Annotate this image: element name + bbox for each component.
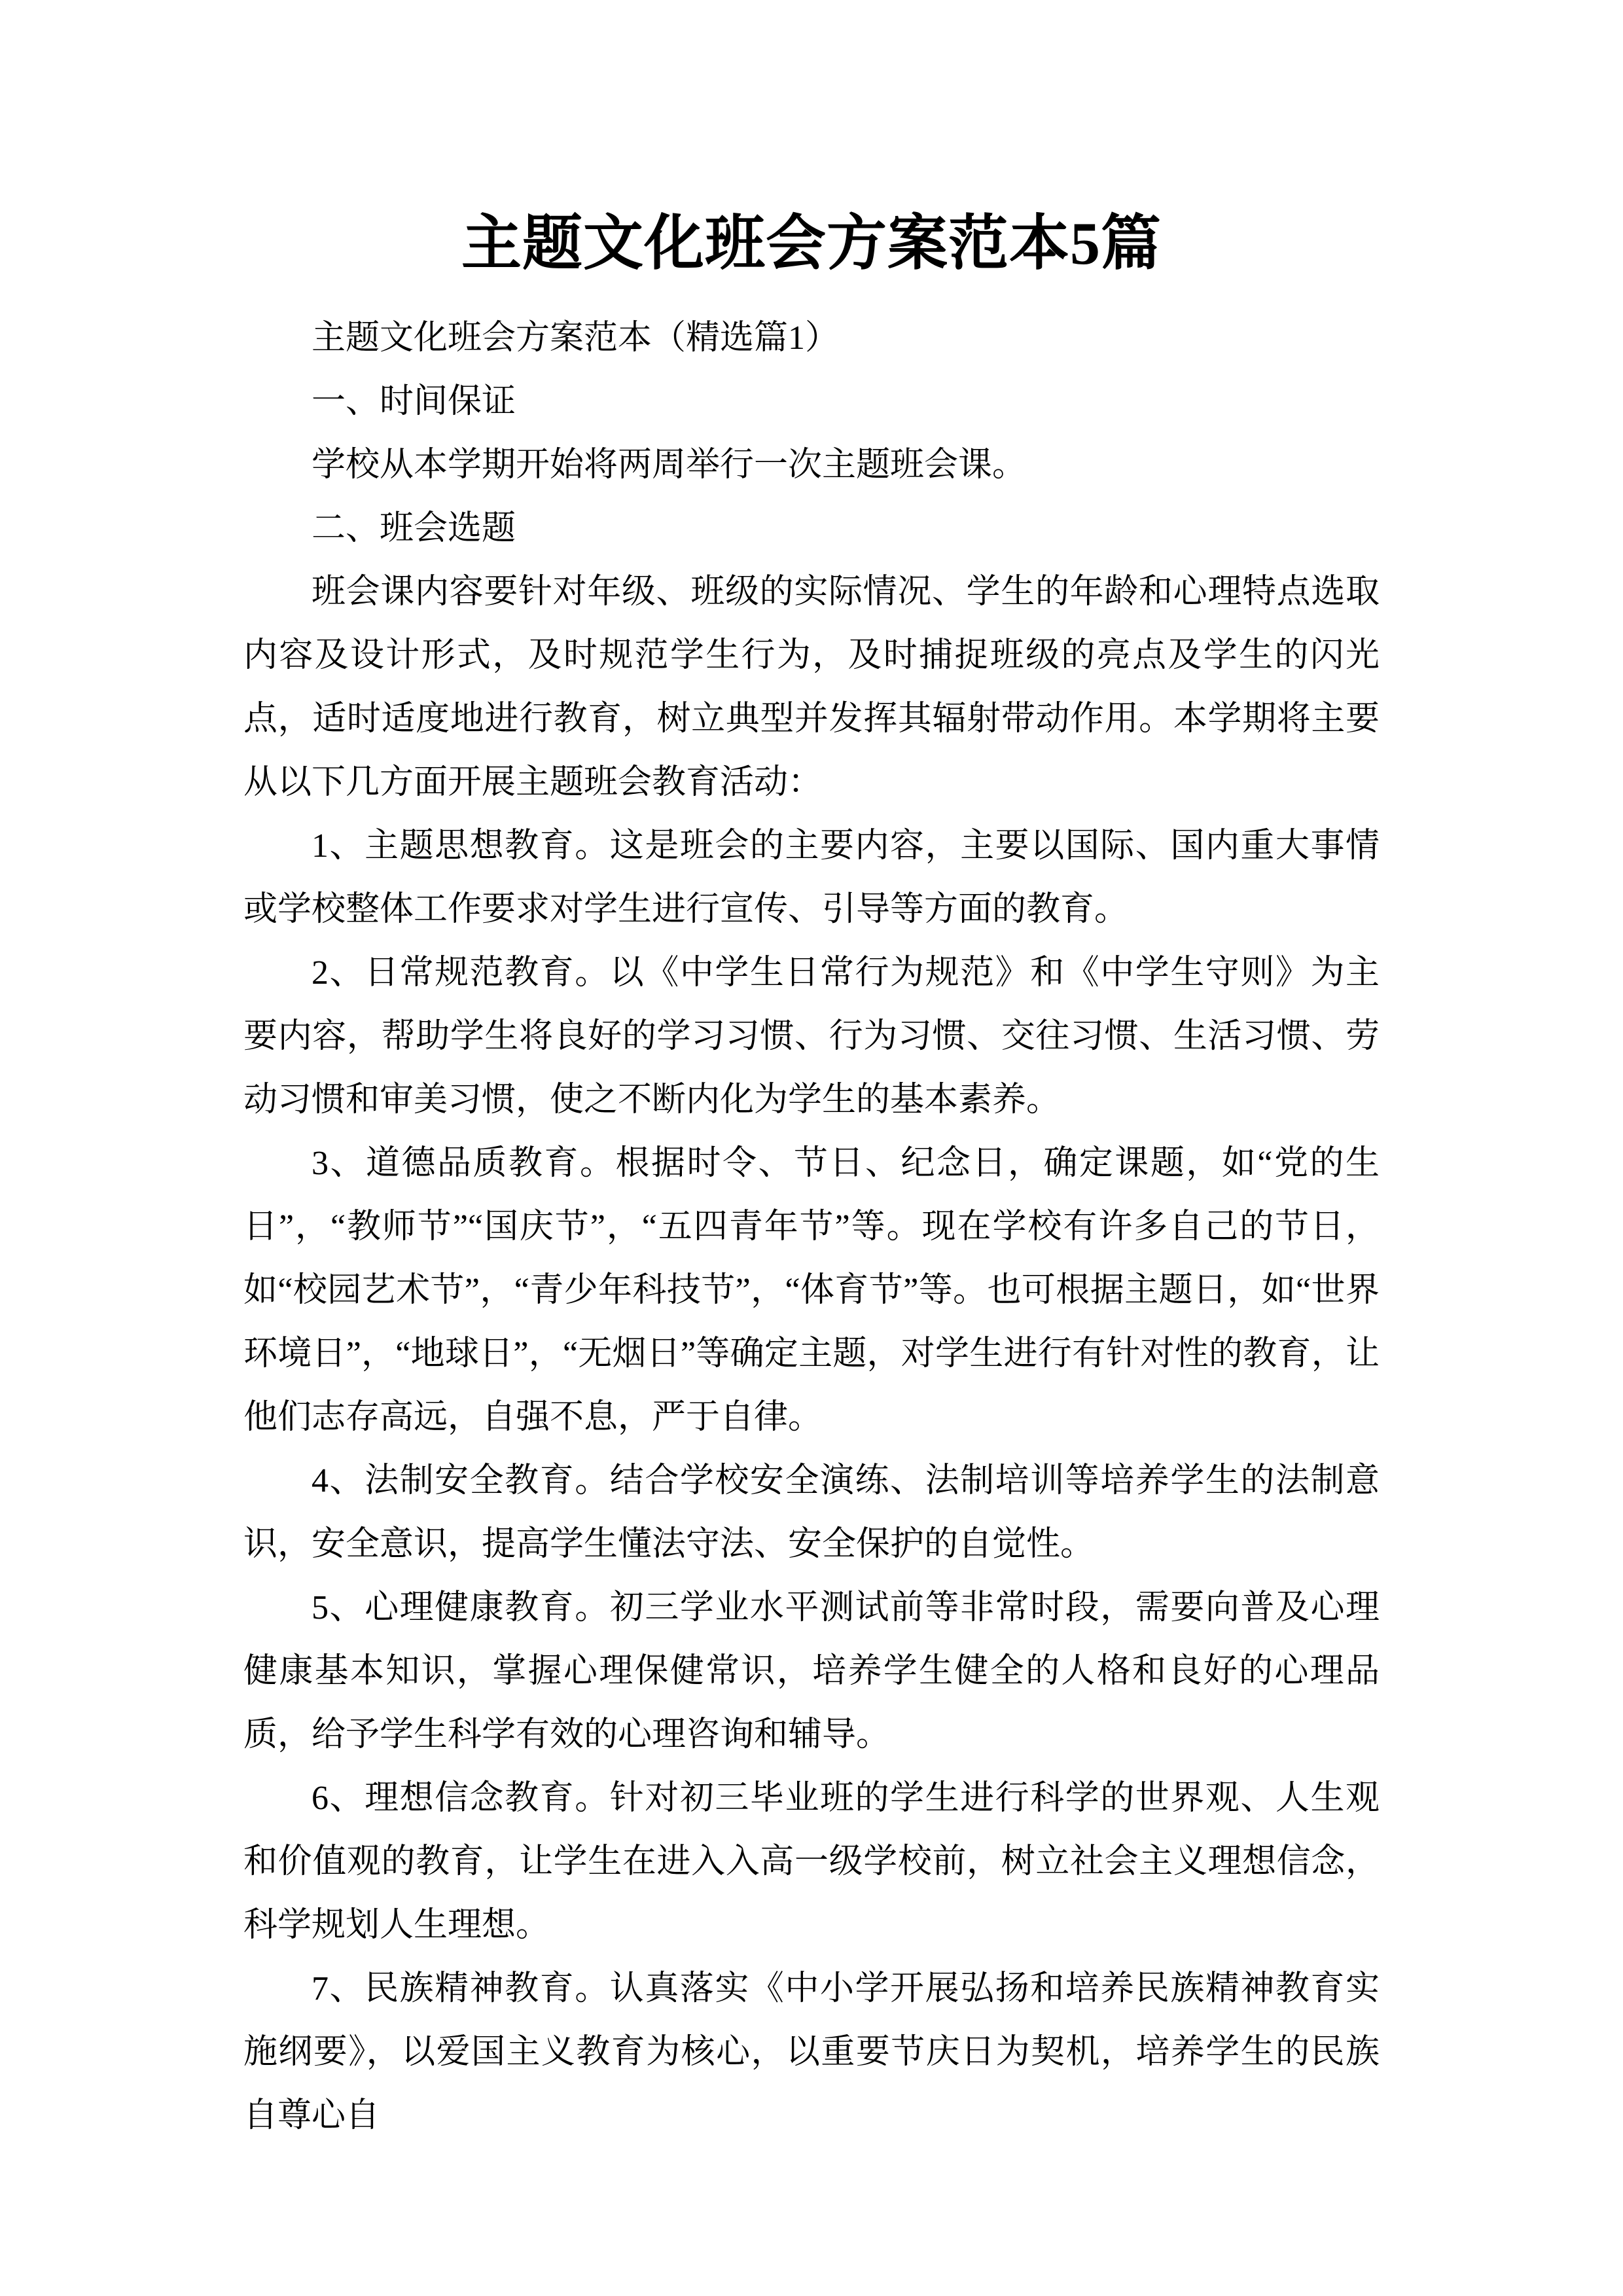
paragraph-item-2: 2、日常规范教育。以《中学生日常行为规范》和《中学生守则》为主要内容，帮助学生将良好的学习习惯、行为习惯、交往习惯、生活习惯、劳动习惯和审美习惯，使之不断内化为学生的基本素养。 <box>243 954 1380 1119</box>
paragraph-item-6: 6、理想信念教育。针对初三毕业班的学生进行科学的世界观、人生观和价值观的教育，让学生在进入入高一级学校前，树立社会主义理想信念，科学规划人生理想。 <box>243 1780 1380 1945</box>
paragraph: 学校从本学期开始将两周举行一次主题班会课。 <box>312 446 1027 484</box>
paragraph-heading-1: 一、时间保证 <box>312 383 516 421</box>
paragraph-item-7: 7、民族精神教育。认真落实《中小学开展弘扬和培养民族精神教育实施纲要》，以爱国主义教育为核心，以重要节庆日为契机，培养学生的民族自尊心自 <box>243 1970 1380 2135</box>
document-title: 主题文化班会方案范本5篇 <box>461 210 1162 277</box>
paragraph-heading-2: 二、班会选题 <box>312 510 516 548</box>
document-body <box>243 306 1380 2147</box>
paragraph-subtitle: 主题文化班会方案范本（精选篇1） <box>312 319 840 357</box>
paragraph-item-3: 3、道德品质教育。根据时令、节日、纪念日，确定课题，如“党的生日”，“教师节”“国庆节”，“五四青年节”等。现在学校有许多自己的节日，如“校园艺术节”，“青少年科技节”，“体育节”等。也可根据主题日，如“世界环境日”，“地球日”，“无烟日”等确定主题，对学生进行有针对性的教育，让他们志存高远，自强不息，严于自律。 <box>243 1145 1380 1437</box>
paragraph-item-5: 5、心理健康教育。初三学业水平测试前等非常时段，需要向普及心理健康基本知识，掌握心理保健常识，培养学生健全的人格和良好的心理品质，给予学生科学有效的心理咨询和辅导。 <box>243 1589 1380 1754</box>
paragraph-item-4: 4、法制安全教育。结合学校安全演练、法制培训等培养学生的法制意识，安全意识，提高学生懂法守法、安全保护的自觉性。 <box>243 1462 1380 1564</box>
paragraph-item-1: 1、主题思想教育。这是班会的主要内容，主要以国际、国内重大事情或学校整体工作要求对学生进行宣传、引导等方面的教育。 <box>243 827 1380 929</box>
paragraph: 班会课内容要针对年级、班级的实际情况、学生的年龄和心理特点选取内容及设计形式，及时规范学生行为，及时捕捉班级的亮点及学生的闪光点，适时适度地进行教育，树立典型并发挥其辐射带动作用。本学期将主要从以下几方面开展主题班会教育活动： <box>243 573 1380 802</box>
